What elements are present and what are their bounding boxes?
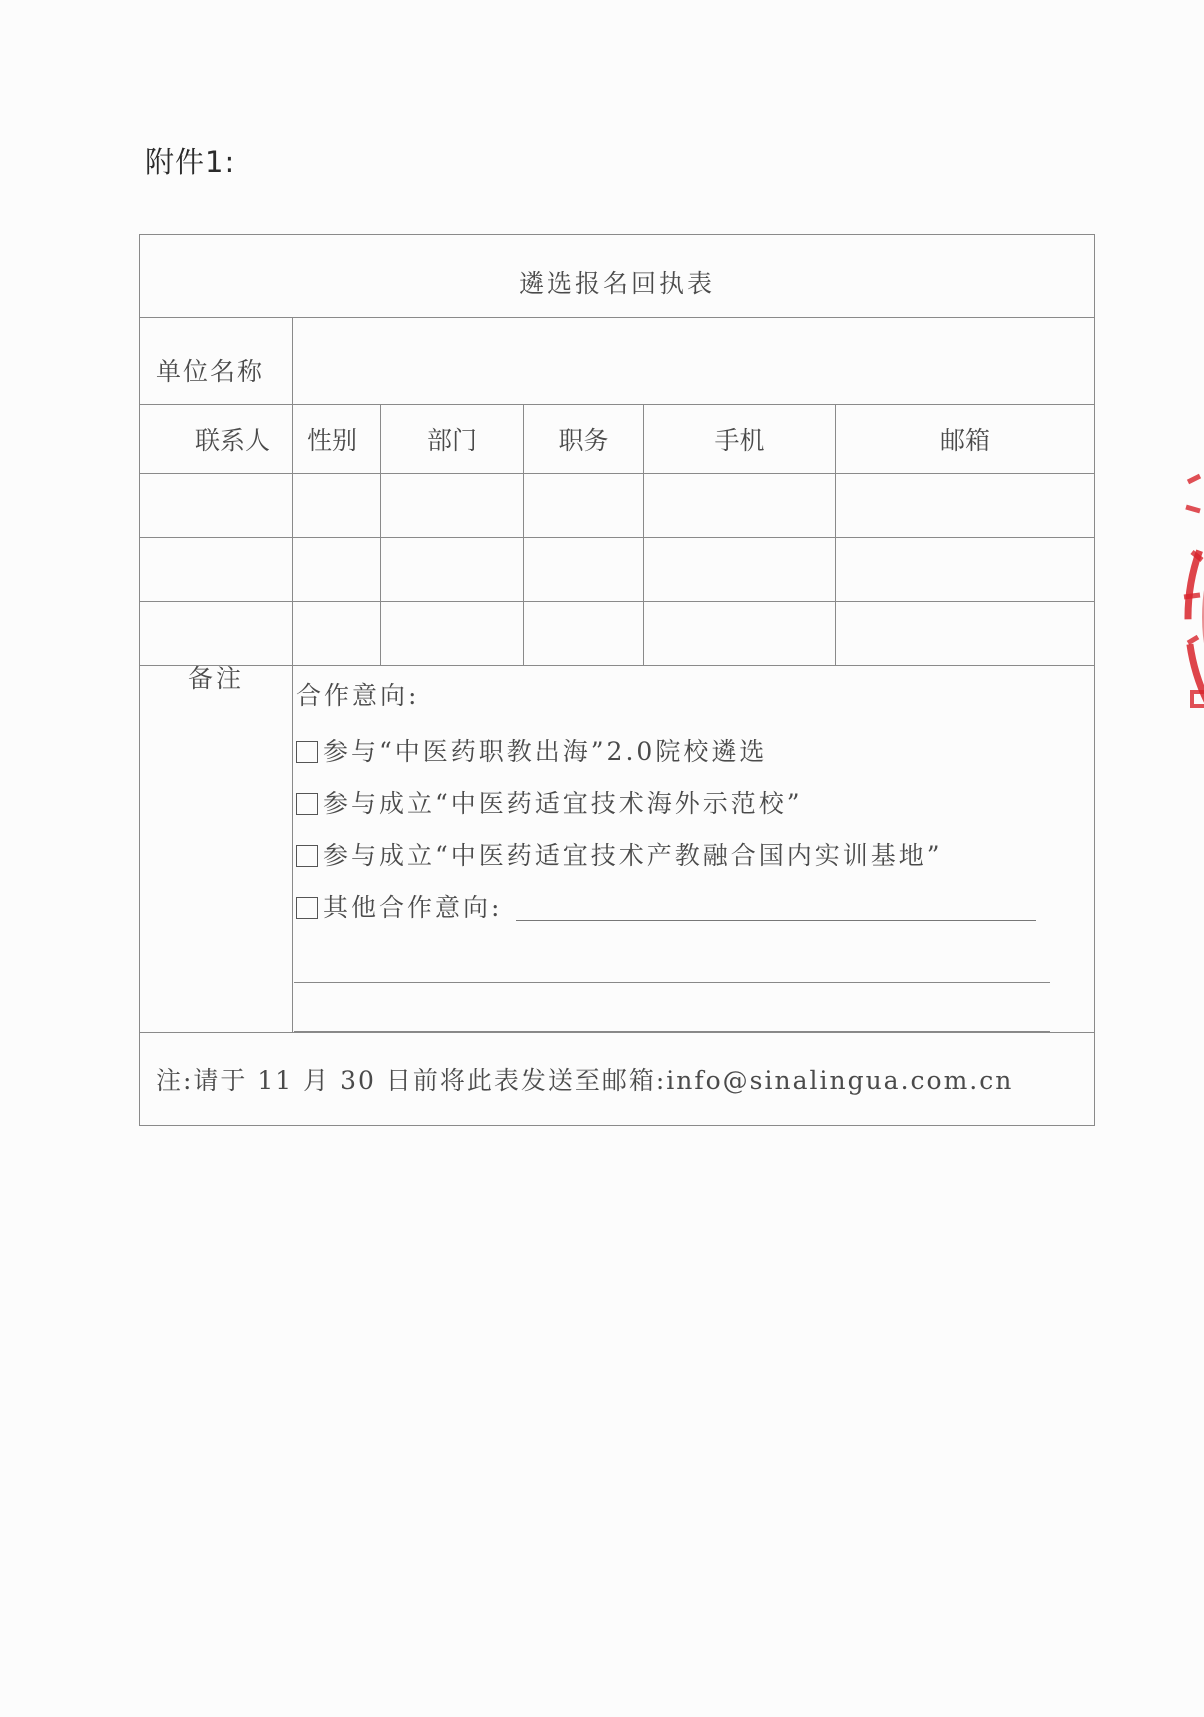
cell-position[interactable] <box>524 602 644 666</box>
cell-department[interactable] <box>381 538 524 602</box>
registration-form-table <box>139 234 1095 1126</box>
table-row <box>140 538 1095 602</box>
header-position: 职务 <box>524 405 644 474</box>
cell-mobile[interactable] <box>644 538 836 602</box>
checkbox[interactable] <box>296 793 318 815</box>
option-label: 参与成立“中医药适宜技术海外示范校” <box>323 789 803 818</box>
unit-name-label: 单位名称 <box>140 318 293 405</box>
cell-gender[interactable] <box>293 602 381 666</box>
unit-name-field[interactable] <box>293 318 1095 405</box>
cell-mobile[interactable] <box>644 474 836 538</box>
other-intent-input-line[interactable] <box>516 896 1036 921</box>
cell-contact[interactable] <box>140 474 293 538</box>
cell-contact[interactable] <box>140 538 293 602</box>
checkbox[interactable] <box>296 897 318 919</box>
cell-contact[interactable] <box>140 602 293 666</box>
option-label: 参与成立“中医药适宜技术产教融合国内实训基地” <box>323 841 943 870</box>
option-label: 参与“中医药职教出海”2.0院校遴选 <box>323 737 768 766</box>
header-contact: 联系人 <box>140 405 293 474</box>
red-seal-stamp <box>1178 392 1204 842</box>
cell-gender[interactable] <box>293 538 381 602</box>
remarks-label <box>140 666 293 1033</box>
remarks-label-text: 备注 <box>187 664 244 693</box>
form-title: 遴选报名回执表 <box>140 235 1095 318</box>
cell-email[interactable] <box>836 538 1095 602</box>
cell-position[interactable] <box>524 538 644 602</box>
header-department: 部门 <box>381 405 524 474</box>
submission-note: 注:请于 11 月 30 日前将此表发送至邮箱:info@sinalingua.com.cn <box>140 1033 1095 1126</box>
option-overseas-demo-school[interactable] <box>296 778 1094 830</box>
table-row <box>140 602 1095 666</box>
table-row <box>140 474 1095 538</box>
remarks-section <box>293 666 1095 1033</box>
cell-position[interactable] <box>524 474 644 538</box>
option-label: 其他合作意向: <box>323 893 503 922</box>
checkbox[interactable] <box>296 741 318 763</box>
cooperation-title: 合作意向: <box>296 681 420 710</box>
header-email: 邮箱 <box>836 405 1095 474</box>
header-gender: 性别 <box>293 405 381 474</box>
option-domestic-training-base[interactable] <box>296 830 1094 882</box>
header-mobile: 手机 <box>644 405 836 474</box>
cell-gender[interactable] <box>293 474 381 538</box>
cell-email[interactable] <box>836 602 1095 666</box>
cell-mobile[interactable] <box>644 602 836 666</box>
blank-line[interactable] <box>294 934 1050 983</box>
cell-department[interactable] <box>381 602 524 666</box>
option-vocational-overseas[interactable] <box>296 726 1094 778</box>
option-other-intent[interactable] <box>296 882 1094 934</box>
attachment-label: 附件1: <box>145 145 236 179</box>
blank-line[interactable] <box>294 983 1050 1032</box>
cell-email[interactable] <box>836 474 1095 538</box>
cell-department[interactable] <box>381 474 524 538</box>
checkbox[interactable] <box>296 845 318 867</box>
